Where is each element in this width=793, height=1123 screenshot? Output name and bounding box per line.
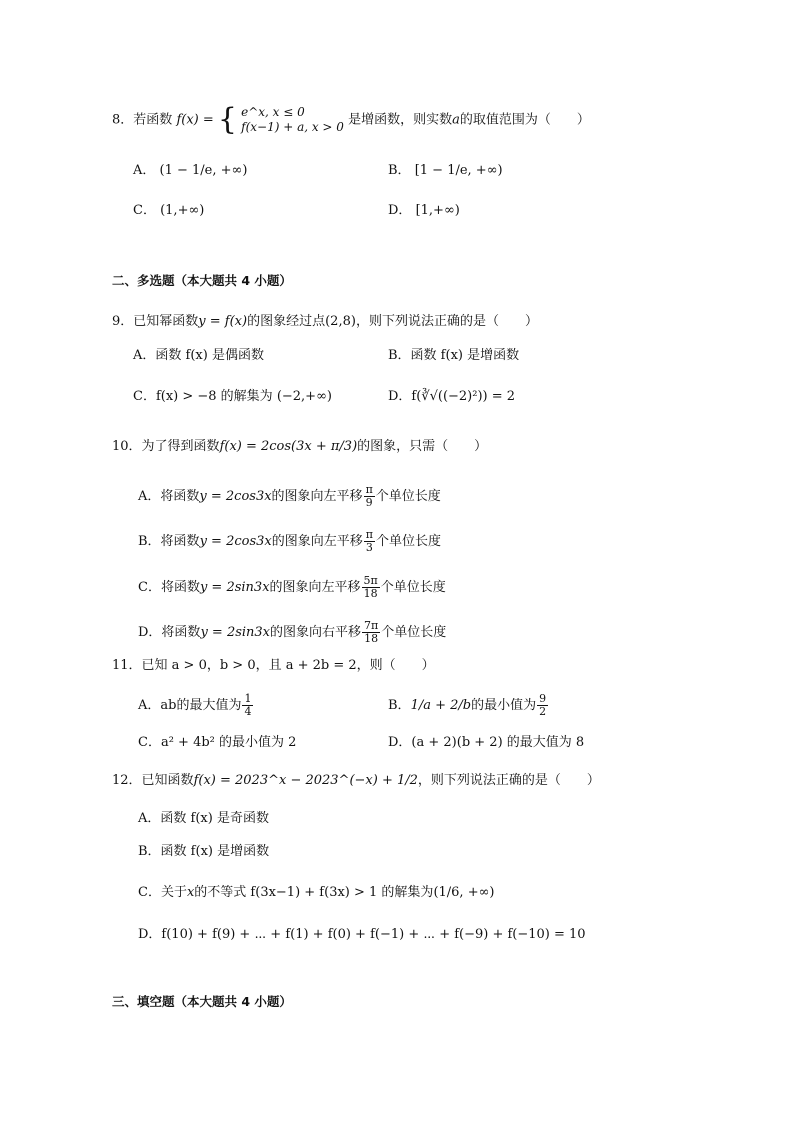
- q12-c-mid: 的不等式 f(3x−1) + f(3x) > 1 的解集为: [194, 885, 434, 900]
- q11-b-expr: 1/a + 2/b: [410, 698, 472, 713]
- section3-title: 三、填空题（本大题共 4 小题）: [112, 994, 292, 1009]
- q12-option-c: [138, 884, 495, 902]
- q12-option-a: A．函数 f(x) 是奇函数: [138, 811, 269, 826]
- q8-post1: 是增函数，则实数: [348, 112, 453, 128]
- q10-option-d: [138, 620, 446, 645]
- q10-b-func: y = 2cos3x: [199, 534, 272, 549]
- q10-c-post: 个单位长度: [380, 580, 446, 595]
- q9-stem: [112, 313, 538, 331]
- q10-a-fraction: [364, 484, 375, 509]
- q10-a-func: y = 2cos3x: [199, 489, 272, 504]
- q11-b-pre: B．: [388, 698, 411, 713]
- q8-option-a: [133, 162, 247, 180]
- q8-brace: {: [217, 102, 237, 137]
- q8-stem: [112, 102, 590, 137]
- q8-option-c: [133, 202, 204, 220]
- q11-option-a: [138, 693, 254, 718]
- q10-b-num: π: [365, 528, 373, 541]
- q8-option-b: [388, 162, 503, 180]
- q11-a-den: 4: [244, 705, 252, 718]
- q8-option-d: [388, 202, 460, 220]
- q10-b-mid: 的图象向左平移: [271, 534, 363, 549]
- q11-number: 11．: [112, 658, 142, 673]
- q10-option-b: [138, 529, 441, 554]
- q10-a-pre: A．将函数: [138, 489, 200, 504]
- q10-d-pre: D．将函数: [138, 625, 201, 640]
- q12-c-pre: C．关于: [138, 885, 187, 900]
- q11-b-den: 2: [539, 705, 547, 718]
- q11-b-mid: 的最小值为: [471, 698, 537, 713]
- q10-c-mid: 的图象向左平移: [269, 580, 361, 595]
- q8-d-value: [1,+∞): [415, 203, 460, 218]
- q8-case2: f(x−1) + a, x > 0: [241, 120, 344, 134]
- q10-func: f(x) = 2cos(3x + π/3): [219, 439, 358, 454]
- q10-a-den: 9: [365, 496, 373, 509]
- q10-a-mid: 的图象向左平移: [271, 489, 363, 504]
- q11-option-c: C．a² + 4b² 的最小值为 2: [138, 735, 297, 750]
- q8-post2: 的取值范围为（ ）: [459, 112, 590, 128]
- q11-a-fraction: [242, 693, 253, 718]
- q9-option-a: A．函数 f(x) 是偶函数: [133, 348, 264, 363]
- q8-func: f(x) =: [176, 112, 214, 128]
- q8-var: a: [452, 112, 460, 128]
- q9-option-d: D．f(∛√((−2)²)) = 2: [388, 389, 516, 404]
- q11-option-b: [388, 693, 549, 718]
- q10-number: 10．: [112, 439, 142, 454]
- q10-option-c: [138, 575, 446, 600]
- q10-c-pre: C．将函数: [138, 580, 200, 595]
- q8-cases: [241, 105, 344, 135]
- section2-title: 二、多选题（本大题共 4 小题）: [112, 273, 292, 288]
- q9-point: (2,8): [325, 314, 356, 329]
- q9-number: 9．: [112, 314, 134, 329]
- q10-d-num: 7π: [364, 619, 379, 632]
- q10-b-post: 个单位长度: [375, 534, 441, 549]
- q9-stem1: 已知幂函数: [133, 314, 199, 329]
- q12-number: 12．: [112, 773, 142, 788]
- q8-c-value: (1,+∞): [160, 203, 205, 218]
- q12-c-var: x: [186, 885, 195, 900]
- q10-c-func: y = 2sin3x: [199, 580, 270, 595]
- q8-b-value: [1 − 1/e, +∞): [414, 163, 503, 178]
- q10-stem2: 的图象，只需（ ）: [357, 439, 488, 454]
- q11-option-d: D．(a + 2)(b + 2) 的最大值为 8: [388, 735, 585, 750]
- q12-stem2: ，则下列说法正确的是（ ）: [417, 773, 600, 788]
- q10-stem1: 为了得到函数: [141, 439, 220, 454]
- q8-number: 8．: [112, 112, 134, 128]
- q11-stem: [112, 657, 435, 675]
- q8-d-label: D．: [388, 203, 412, 218]
- q8-a-label: A．: [133, 163, 156, 178]
- q10-a-post: 个单位长度: [375, 489, 441, 504]
- q8-case1: e^x, x ≤ 0: [241, 105, 305, 119]
- q8-b-label: B．: [388, 163, 411, 178]
- q12-stem: [112, 772, 600, 790]
- q9-stem3: ，则下列说法正确的是（ ）: [355, 314, 538, 329]
- q8-pre: 若函数: [133, 112, 173, 128]
- q11-a-num: 1: [244, 692, 252, 705]
- q11-b-num: 9: [539, 692, 547, 705]
- q12-option-d: D．f(10) + f(9) + ⋯ + f(1) + f(0) + f(−1) + ⋯ + f(−9) + f(−10) = 10: [138, 927, 586, 942]
- q8-a-value: (1 − 1/e, +∞): [159, 163, 248, 178]
- q9-func: y = f(x): [198, 314, 248, 329]
- q9-stem2: 的图象经过点: [247, 314, 326, 329]
- q12-stem1: 已知函数: [141, 773, 194, 788]
- q11-a-pre: A．ab的最大值为: [138, 698, 242, 713]
- q10-a-num: π: [365, 483, 373, 496]
- q10-c-num: 5π: [363, 574, 378, 587]
- q10-d-den: 18: [364, 632, 379, 645]
- q10-c-fraction: [362, 575, 380, 600]
- q10-d-mid: 的图象向右平移: [270, 625, 362, 640]
- q9-option-b: B．函数 f(x) 是增函数: [388, 348, 520, 363]
- q11-stem-text: 已知 a > 0，b > 0，且 a + 2b = 2，则（ ）: [141, 658, 435, 673]
- q10-d-fraction: [362, 620, 380, 645]
- q12-c-set: (1/6, +∞): [433, 885, 495, 900]
- q12-func: f(x) = 2023^x − 2023^(−x) + 1/2: [193, 773, 418, 788]
- q10-b-pre: B．将函数: [138, 534, 200, 549]
- q10-c-den: 18: [363, 587, 378, 600]
- q10-stem: [112, 438, 487, 456]
- q12-option-b: B．函数 f(x) 是增函数: [138, 844, 270, 859]
- q10-d-func: y = 2sin3x: [200, 625, 271, 640]
- q11-b-fraction: [537, 693, 548, 718]
- q10-d-post: 个单位长度: [381, 625, 447, 640]
- q10-b-fraction: [364, 529, 375, 554]
- q8-c-label: C．: [133, 203, 156, 218]
- q9-option-c: C．f(x) > −8 的解集为 (−2,+∞): [133, 389, 332, 404]
- q10-option-a: [138, 484, 441, 509]
- q10-b-den: 3: [365, 541, 373, 554]
